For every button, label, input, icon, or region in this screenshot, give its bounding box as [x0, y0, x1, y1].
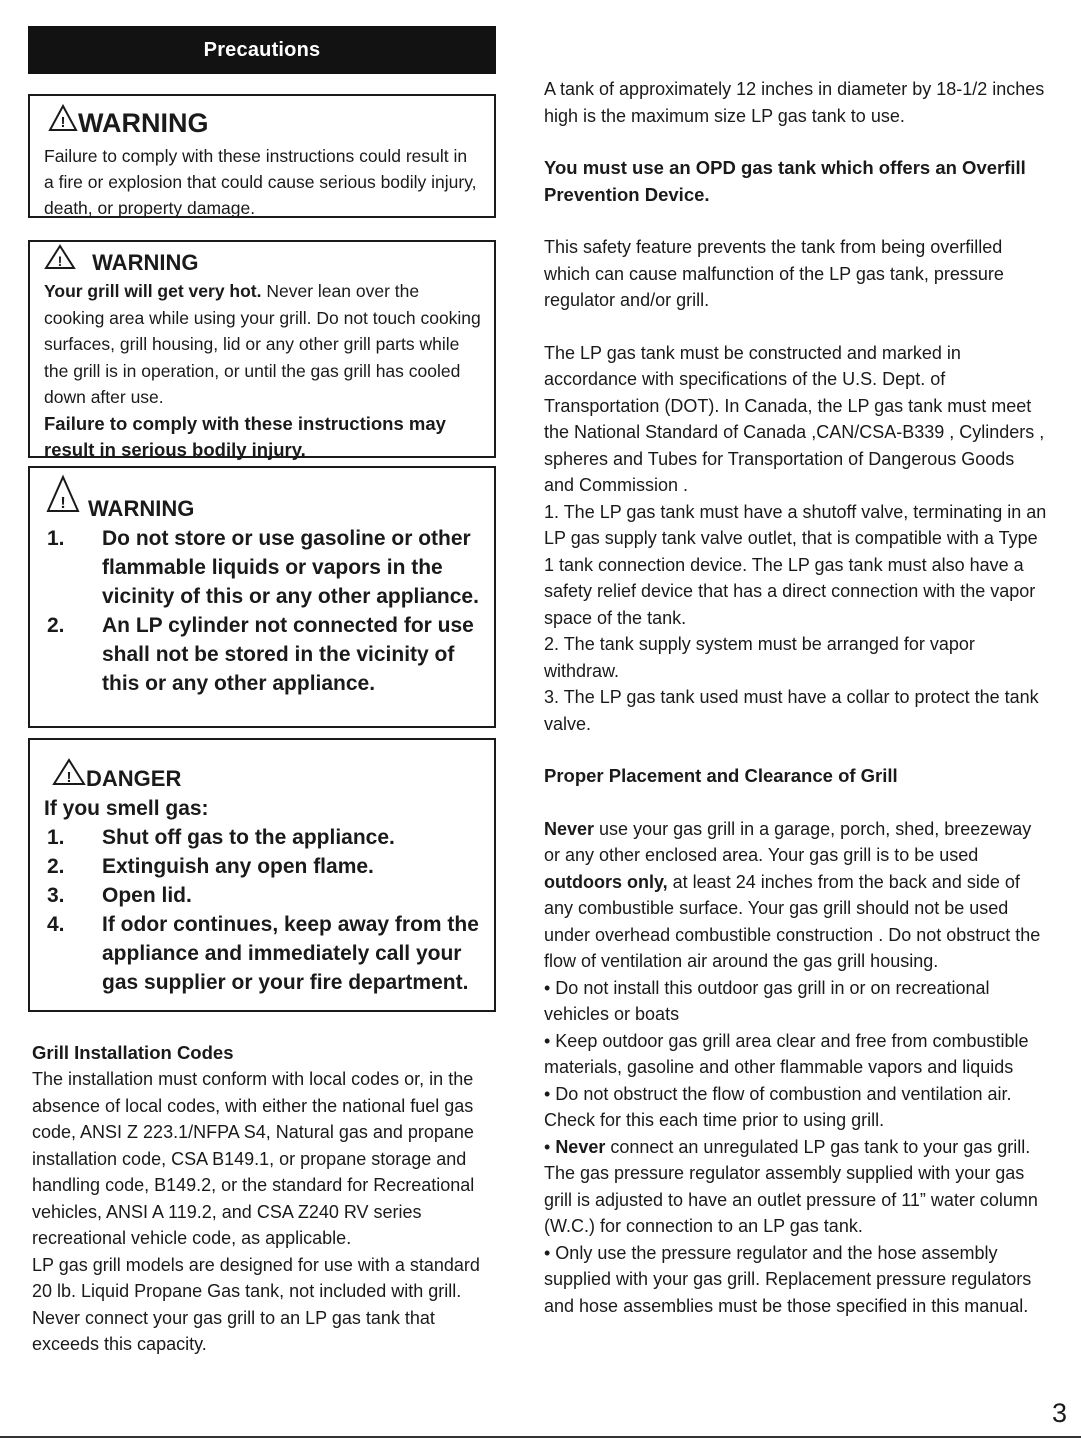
warning-title: ! WARNING: [48, 104, 478, 141]
bullet-item: • Only use the pressure regulator and the hose assembly supplied with your gas grill. Replacement pressure regulators and hose assemblies must be those specified in this manual.: [544, 1242, 1032, 1316]
bottom-rule: [0, 1436, 1081, 1438]
warning-list: [44, 524, 482, 698]
danger-intro: If you smell gas:: [44, 797, 209, 820]
page-title: Precautions: [203, 38, 321, 61]
warning-title: WARNING: [88, 496, 195, 521]
warning-triangle-icon: [52, 758, 86, 794]
paragraph: 3. The LP gas tank used must have a collar to protect the tank valve.: [544, 687, 1039, 734]
list-item: 4. If odor continues, keep away from the appliance and immediately call your gas supplier or your fire department.: [47, 913, 479, 994]
svg-text:!: !: [60, 114, 66, 131]
paragraph: Never use your gas grill in a garage, porch, shed, breezeway or any other enclosed area. Your gas grill is to be used outdoors only, at least 24 inches from the back and side of any combustible surface. Your gas grill should not be used under overhead combustible construction . Do not obstruct the flow of ventilation air around the gas grill housing.: [544, 818, 1041, 971]
warning-title: ! WARNING: [44, 244, 482, 278]
list-item: 3. Open lid.: [47, 884, 192, 907]
paragraph: 2. The tank supply system must be arranged for vapor withdraw.: [544, 634, 975, 681]
danger-list: [44, 823, 482, 997]
section-heading: Proper Placement and Clearance of Grill: [544, 765, 898, 786]
warning-body: Your grill will get very hot. Never lean over the cooking area while using your grill. Do not touch cooking surfaces, grill housing, lid or any other grill parts while the grill is in operation, or until the gas grill has cooled down after use.: [44, 281, 481, 407]
bullet-item: • Do not obstruct the flow of combustion and ventilation air. Check for this each time prior to using grill.: [544, 1083, 1012, 1130]
warning-triangle-icon: [44, 244, 76, 278]
warning-triangle-icon: [48, 104, 78, 141]
right-column: [544, 76, 1049, 1319]
paragraph: This safety feature prevents the tank from being overfilled which can cause malfunction of the LP gas tank, pressure regulator and/or grill.: [544, 237, 1004, 310]
danger-box: [28, 738, 496, 1012]
svg-text:!: !: [57, 253, 63, 269]
danger-title: ! DANGER: [52, 758, 482, 794]
list-item: 2. Extinguish any open flame.: [47, 855, 374, 878]
opd-heading: You must use an OPD gas tank which offers an Overfill Prevention Device.: [544, 157, 1026, 205]
warning-body: Failure to comply with these instructions could result in a fire or explosion that could cause serious bodily injury, death, or property damage.: [44, 146, 477, 218]
list-item: 1. Do not store or use gasoline or other flammable liquids or vapors in the vicinity of this or any other appliance.: [47, 527, 479, 608]
svg-text:!: !: [66, 769, 72, 786]
paragraph: The installation must conform with local codes or, in the absence of local codes, with either the national fuel gas code, ANSI Z 223.1/NFPA S4, Natural gas and propane installation code, CSA B149.1, or propane storage and handling code, B149.2, or the standard for Recreational vehicles, ANSI A 119.2, and CSA Z240 RV series recreational vehicle code, as applicable.: [32, 1069, 475, 1248]
warning-triangle-icon: [46, 474, 80, 519]
svg-text:!: !: [60, 495, 66, 512]
paragraph: A tank of approximately 12 inches in diameter by 18-1/2 inches high is the maximum size LP gas tank to use.: [544, 79, 1045, 126]
list-item: 2. An LP cylinder not connected for use shall not be stored in the vicinity of this or any other appliance.: [47, 614, 474, 695]
precautions-header: [28, 26, 496, 74]
bullet-item: • Do not install this outdoor gas grill in or on recreational vehicles or boats: [544, 977, 990, 1024]
section-heading: Grill Installation Codes: [32, 1042, 234, 1063]
bullet-item: • Never connect an unregulated LP gas tank to your gas grill. The gas pressure regulator assembly supplied with your gas grill is adjusted to have an outlet pressure of 11” water column (W.C.) for connection to an LP gas tank.: [544, 1136, 1038, 1236]
warning-box-hot: [28, 240, 496, 458]
warning-box-fire: [28, 94, 496, 218]
warning-emphasis: Failure to comply with these instructions may result in serious bodily injury.: [44, 412, 446, 460]
left-column: [28, 26, 496, 1358]
list-item: 1. Shut off gas to the appliance.: [47, 826, 395, 849]
warning-box-gasoline: [28, 466, 496, 728]
installation-codes-section: [28, 1040, 496, 1358]
warning-lead: Your grill will get very hot.: [44, 281, 262, 301]
paragraph: The LP gas tank must be constructed and marked in accordance with specifications of the U.S. Dept. of Transportation (DOT). In Canada, the LP gas tank must meet the National Standard of Canada ,CAN/CSA-B339 , Cylinders , spheres and Tubes for Transportation of Dangerous Goods and Commission .: [544, 342, 1045, 495]
paragraph: 1. The LP gas tank must have a shutoff valve, terminating in an LP gas supply tank valve outlet, that is compatible with a Type 1 tank connection device. The LP gas tank must also have a safety relief device that has a direct connection with the vapor space of the tank.: [544, 501, 1047, 628]
bullet-item: • Keep outdoor gas grill area clear and free from combustible materials, gasoline and other flammable vapors and liquids: [544, 1030, 1029, 1077]
paragraph: LP gas grill models are designed for use with a standard 20 lb. Liquid Propane Gas tank, not included with grill. Never connect your gas grill to an LP gas tank that exceeds this capacity.: [32, 1254, 480, 1354]
page-number: 3: [1051, 1398, 1067, 1428]
